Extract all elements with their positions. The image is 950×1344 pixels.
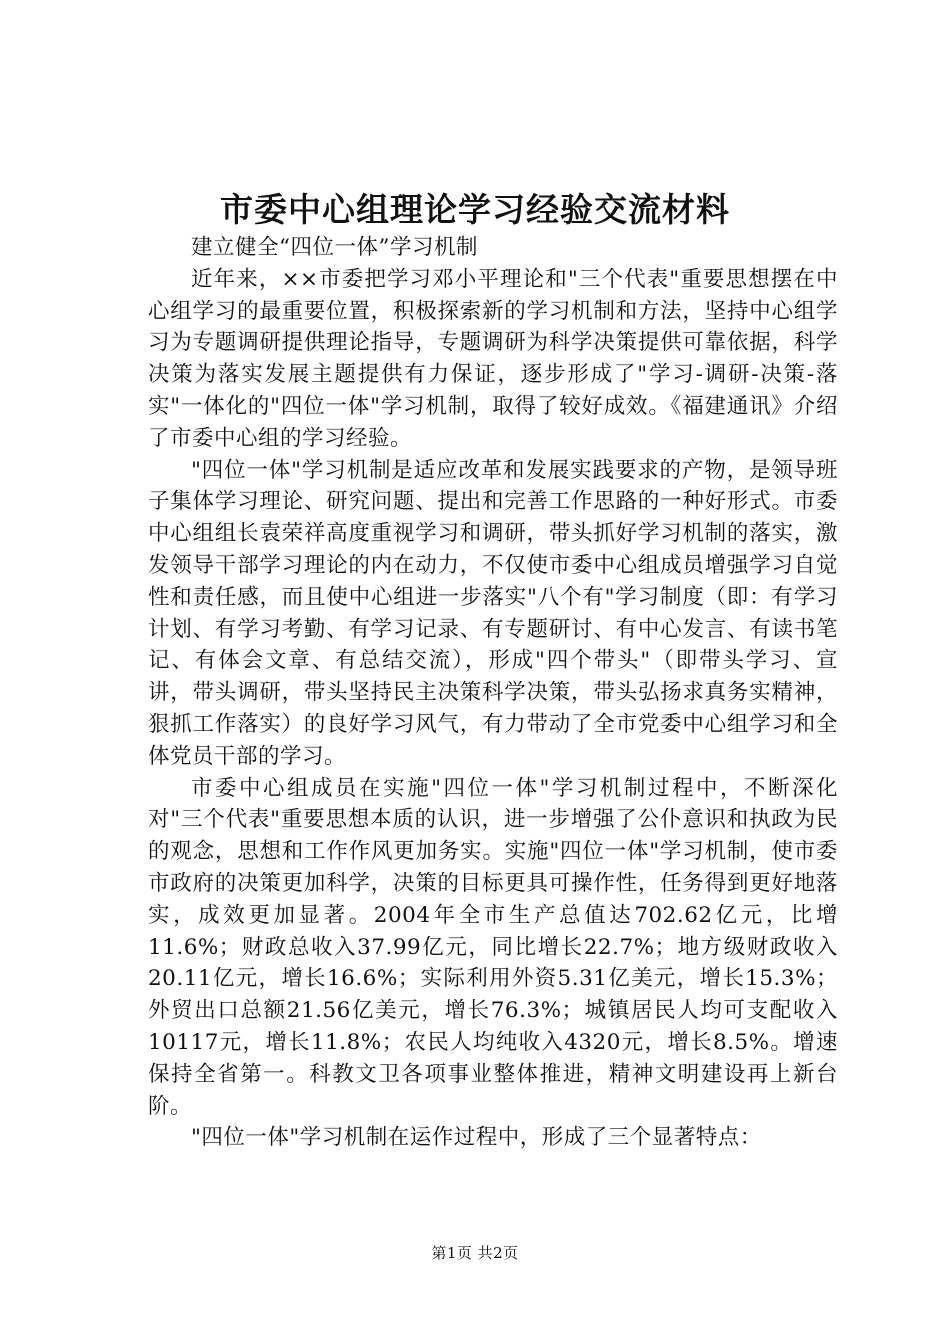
paragraph: "四位一体"学习机制是适应改革和发展实践要求的产物，是领导班子集体学习理论、研究问题、提出和完善工作思路的一种好形式。市委中心组组长袁荣祥高度重视学习和调研，带头抓好学习机制的落实，激发领导干部学习理论的内在动力，不仅使市委中心组成员增强学习自觉性和责任感，而且使中心组进一步落实"八个有"学习制度（即：有学习计划、有学习考勤、有学习记录、有专题研讨、有中心发言、有读书笔记、有体会文章、有总结交流），形成"四个带头"（即带头学习、宣讲，带头调研，带头坚持民主决策科学决策，带头弘扬求真务实精神，狠抓工作落实）的良好学习风气，有力带动了全市党委中心组学习和全体党员干部的学习。 [148, 457, 838, 769]
document-body [148, 232, 838, 1154]
paragraph: 近年来，××市委把学习邓小平理论和"三个代表"重要思想摆在中心组学习的最重要位置，积极探索新的学习机制和方法，坚持中心组学习为专题调研提供理论指导，专题调研为科学决策提供可靠依据，科学决策为落实发展主题提供有力保证，逐步形成了"学习-调研-决策-落实"一体化的"四位一体"学习机制，取得了较好成效。《福建通讯》介绍了市委中心组的学习经验。 [148, 266, 838, 451]
paragraph: 市委中心组成员在实施"四位一体"学习机制过程中，不断深化对"三个代表"重要思想本质的认识，进一步增强了公仆意识和执政为民的观念，思想和工作作风更加务实。实施"四位一体"学习机制，使市委市政府的决策更加科学，决策的目标更具可操作性，任务得到更好地落实，成效更加显著。2004年全市生产总值达702.62亿元，比增11.6%；财政总收入37.99亿元，同比增长22.7%；地方级财政收入20.11亿元，增长16.6%；实际利用外资5.31亿美元，增长15.3%；外贸出口总额21.56亿美元，增长76.3%；城镇居民人均可支配收入10117元，增长11.8%；农民人均纯收入4320元，增长8.5%。增速保持全省第一。科教文卫各项事业整体推进，精神文明建设再上新台阶。 [148, 775, 838, 1119]
page-footer: 第1页 共2页 [431, 1244, 519, 1262]
document-title: 市委中心组理论学习经验交流材料 [220, 190, 730, 229]
paragraph: "四位一体"学习机制在运作过程中，形成了三个显著特点： [191, 1125, 762, 1151]
section-heading: 建立健全“四位一体”学习机制 [191, 235, 478, 260]
